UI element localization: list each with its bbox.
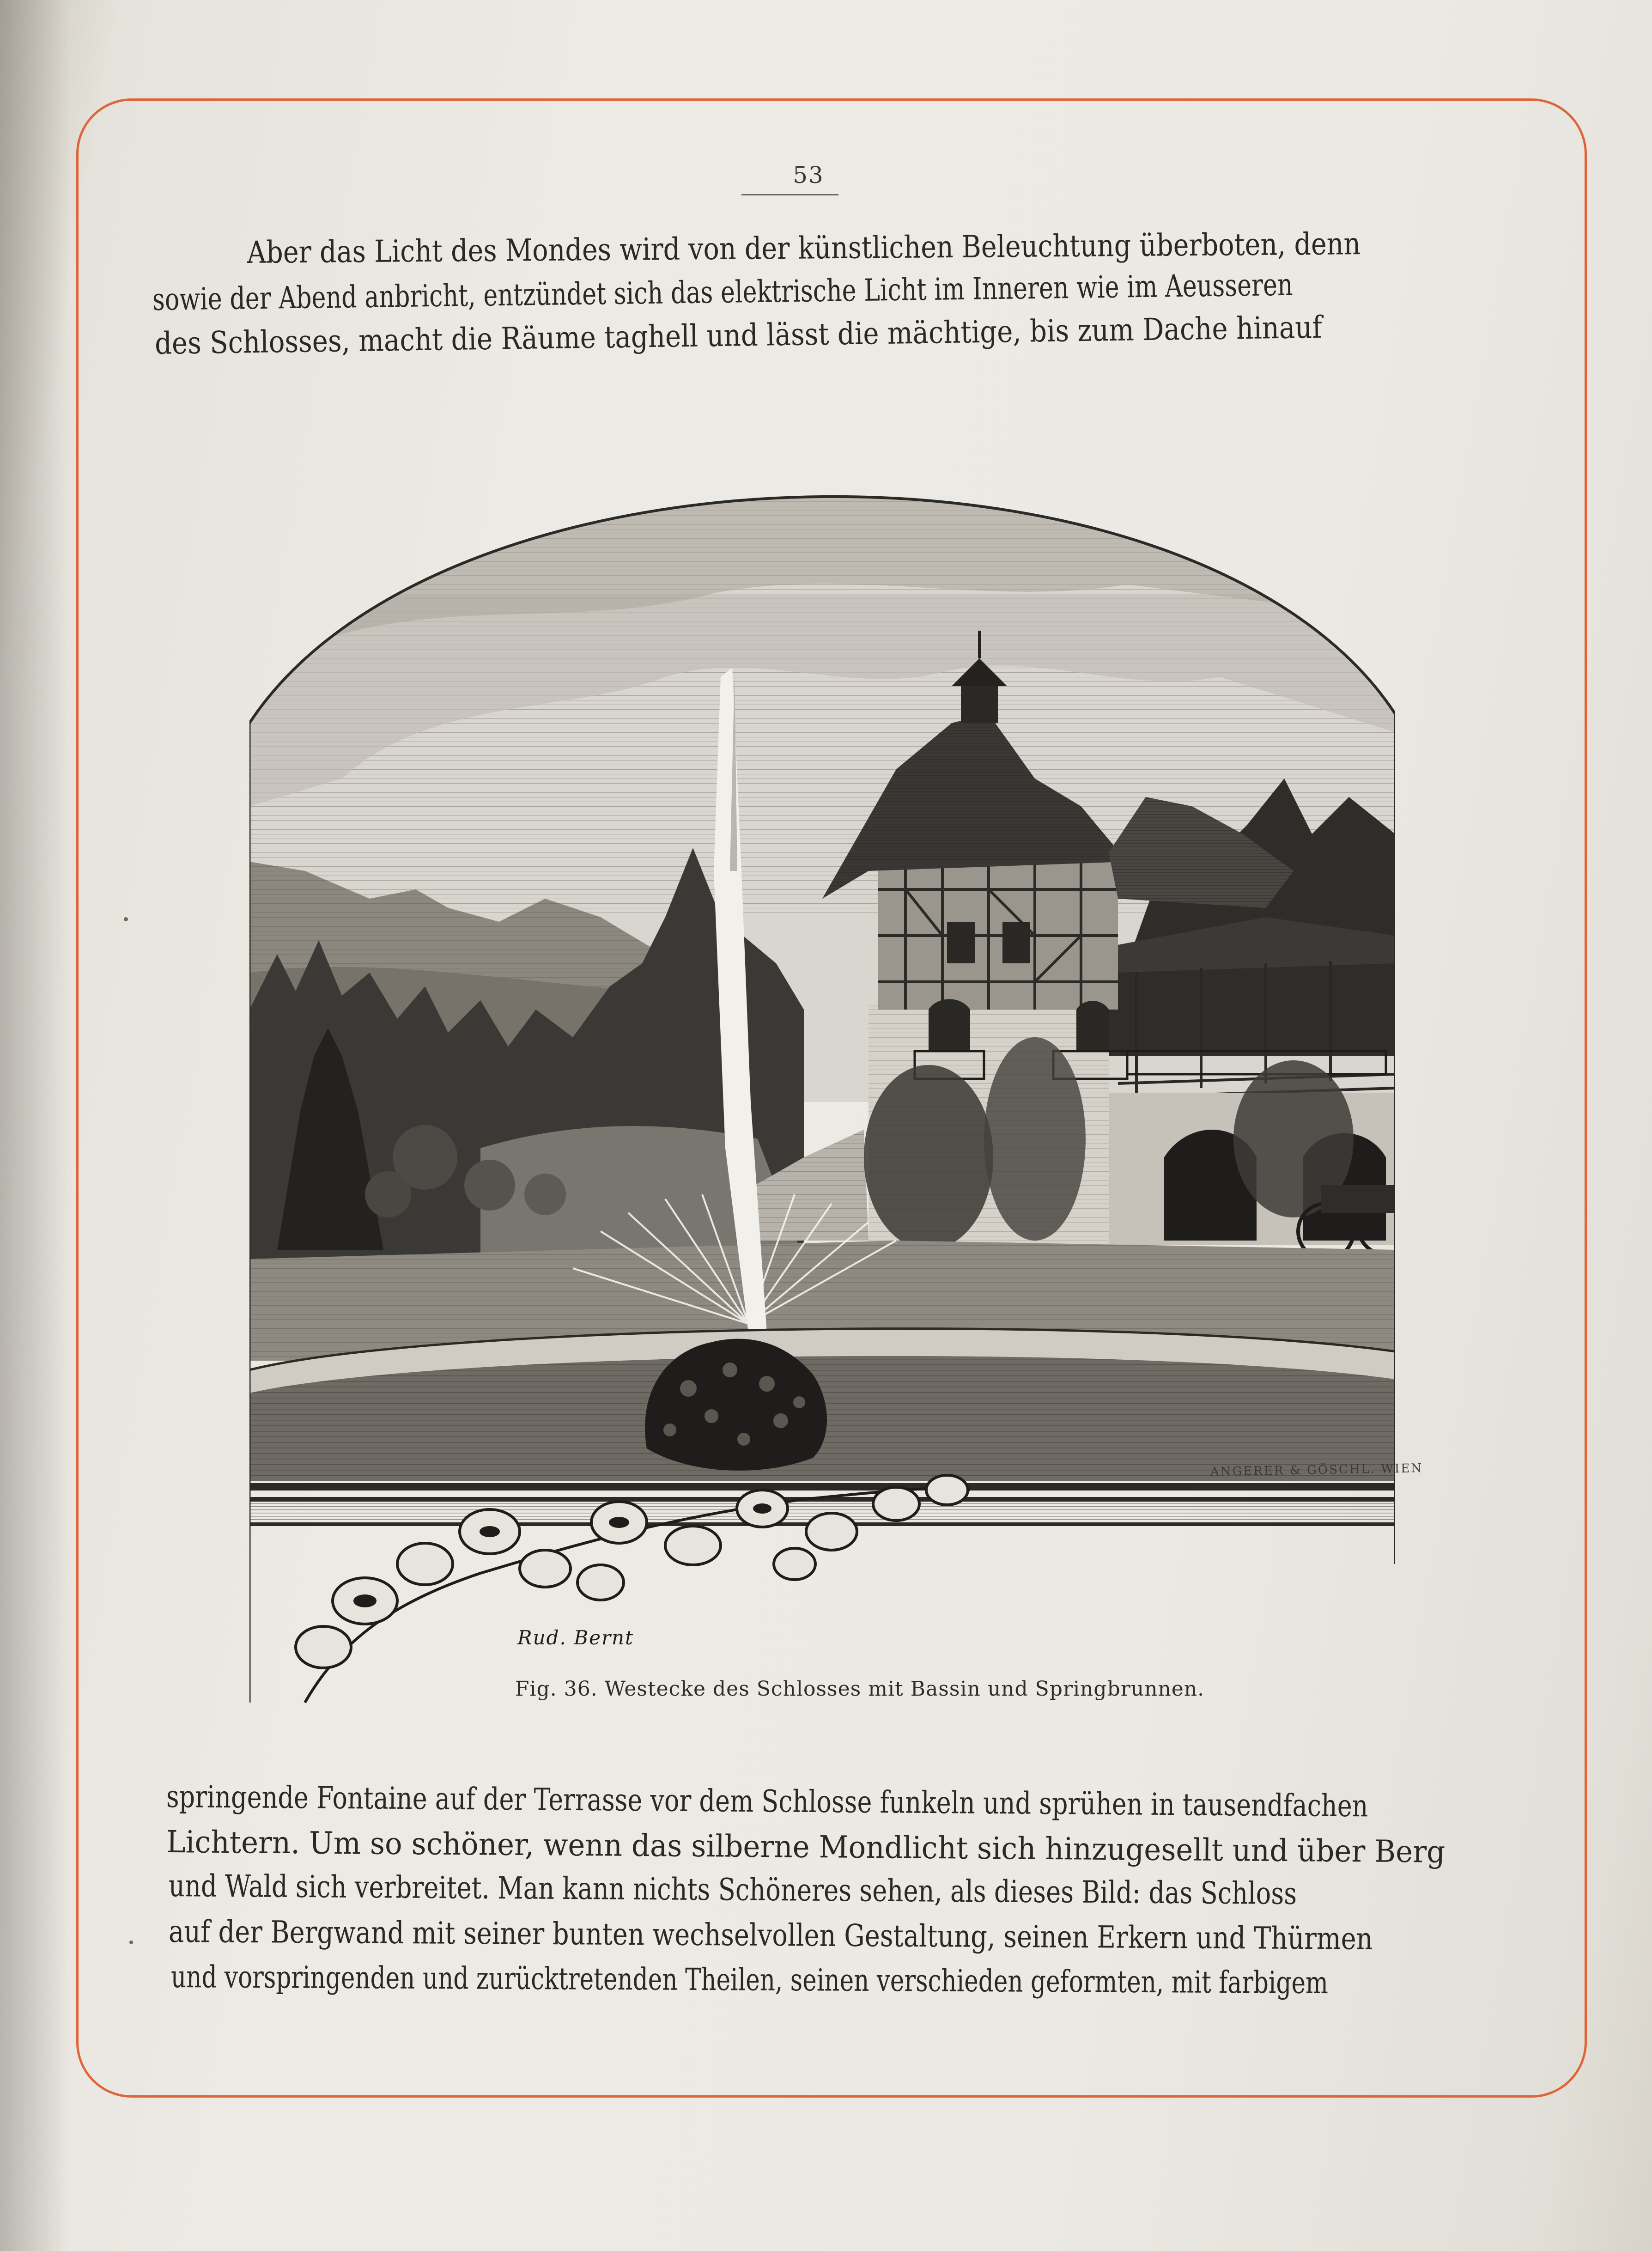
page-number: 53	[793, 162, 824, 189]
paper-speck	[124, 917, 128, 921]
top-text-line-3: des Schlosses, macht die Räume taghell und lässt die mächtige, bis zum Dache hinauf	[154, 309, 1323, 361]
artist-signature: Rud. Bernt	[517, 1626, 634, 1649]
bottom-text-line-4: auf der Bergwand mit seiner bunten wechselvollen Gestaltung, seinen Erkern und Thürmen	[168, 1914, 1373, 1957]
top-text-line-2: sowie der Abend anbricht, entzündet sich das elektrische Licht im Inneren wie im Aeusseren	[152, 267, 1294, 317]
bottom-text-line-1: springende Fontaine auf der Terrasse vor dem Schlosse funkeln und sprühen in tausendfachen	[166, 1779, 1368, 1824]
bottom-text-line-5: und vorspringenden und zurücktretenden Theilen, seinen verschieden geformten, mit farbigem	[170, 1959, 1329, 2001]
bottom-text-line-2: Lichtern. Um so schöner, wenn das silberne Mondlicht sich hinzugesellt und über Berg	[166, 1824, 1446, 1870]
bottom-text-line-3: und Wald sich verbreitet. Man kann nichts Schöneres sehen, als dieses Bild: das Schloss	[168, 1868, 1297, 1912]
page-number-rule	[741, 194, 838, 195]
figure-caption: Fig. 36. Westecke des Schlosses mit Bassin und Springbrunnen.	[515, 1677, 1205, 1701]
binding-shadow	[0, 0, 69, 2251]
engraver-credit: ANGERER & GÖSCHL. WIEN	[1210, 1461, 1423, 1479]
fountain-engraving	[249, 455, 1395, 1712]
top-text-line-1: Aber das Licht des Mondes wird von der künstlichen Beleuchtung überboten, denn	[247, 226, 1361, 270]
engraving-svg	[249, 455, 1395, 1712]
paper-speck	[129, 1941, 133, 1944]
